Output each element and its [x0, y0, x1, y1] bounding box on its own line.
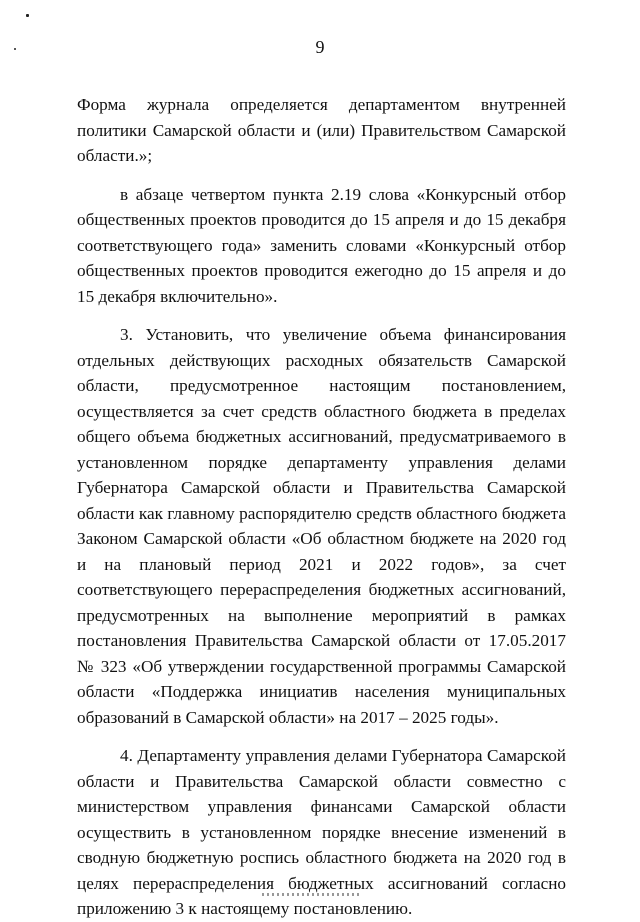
paragraph-item-3: 3. Установить, что увеличение объема финансирования отдельных действующих расходных обязательств Самарской области, предусмотренное настоящим постановлением, осуществляется за счет средств областного бюджета в пределах общего объема бюджетных ассигнований, предусматриваемого в установленном порядке департаменту управления делами Губернатора Самарской области и Правительства Самарской области как главному распорядителю средств областного бюджета Законом Самарской области «Об областном бюджете на 2020 год и на плановый период 2021 и 2022 годов», за счет соответствующего перераспределения бюджетных ассигнований, предусмотренных на выполнение мероприятий в рамках постановления Правительства Самарской области от 17.05.2017 № 323 «Об утверждении государственной программы Самарской области «Поддержка инициатив населения муниципальных образований в Самарской области» на 2017 – 2025 годы». — [77, 325, 566, 727]
scan-artifact-dot — [14, 48, 16, 50]
scan-artifact-dot — [26, 14, 29, 17]
paragraph-journal-form: Форма журнала определяется департаментом внутренней политики Самарской области и (или) Правительством Самарской области.»; — [77, 95, 566, 165]
page-number: 9 — [315, 37, 325, 57]
paragraph-clause-2-19: в абзаце четвертом пункта 2.19 слова «Конкурсный отбор общественных проектов проводится до 15 апреля и до 15 декабря соответствующего года» заменить словами «Конкурсный отбор общественных проектов проводится ежегодно до 15 апреля и до 15 декабря включительно». — [77, 184, 566, 306]
scan-artifact-smudge — [262, 893, 362, 896]
paragraph-item-4: 4. Департаменту управления делами Губернатора Самарской области и Правительства Самарской области совместно с министерством управления финансами Самарской области осуществить в установленном порядке внесение изменений в сводную бюджетную роспись областного бюджета на 2020 год в целях перераспределения бюджетных ассигнований согласно приложению 3 к настоящему постановлению. — [77, 746, 566, 918]
document-body — [77, 92, 566, 922]
